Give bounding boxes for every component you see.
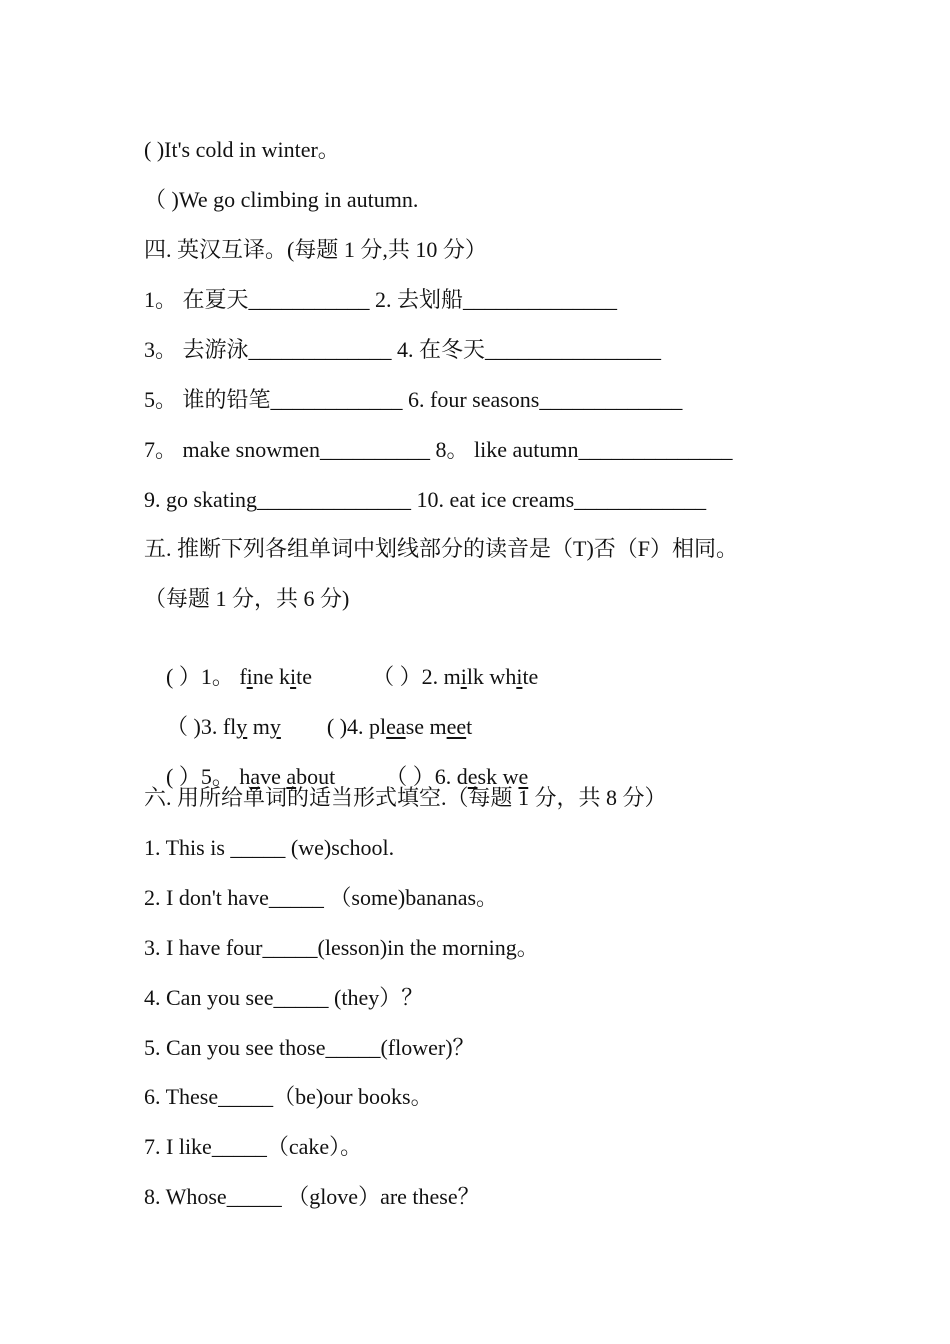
translation-row: 9. go skating______________ 10. eat ice creams____________ [144, 487, 707, 512]
translation-row: 1。 在夏天___________ 2. 去划船______________ [144, 287, 618, 312]
phonics-text: ne k [252, 664, 291, 689]
phonics-text: se m [405, 714, 447, 739]
underlined-letters: e [518, 764, 529, 789]
phonics-text: te [296, 664, 313, 689]
phonics-text: （ )3. fl [166, 714, 237, 739]
underlined-letters: i [246, 664, 253, 689]
phonics-text: bout [296, 764, 336, 789]
section-four-heading: 四. 英汉互译。(每题 1 分,共 10 分） [144, 237, 487, 262]
phonics-text: lk wh [466, 664, 517, 689]
phonics-text: ( ）1。 f [166, 664, 247, 689]
underlined-letters: i [290, 664, 297, 689]
phonics-text: sk w [477, 764, 519, 789]
phonics-text: m [247, 714, 270, 739]
phonics-text: t [466, 714, 473, 739]
section-five-scoring: （每题 1 分，共 6 分) [144, 586, 350, 611]
underlined-letters: i [516, 664, 523, 689]
true-false-item: ( )It's cold in winter。 [144, 137, 340, 162]
underlined-letters: a [250, 764, 261, 789]
phonics-text: ( )4. pl [326, 714, 387, 739]
fill-blank-item: 7. I like_____（cake）。 [144, 1134, 363, 1159]
underlined-letters: ea [386, 714, 406, 739]
underlined-letters: i [460, 664, 467, 689]
translation-row: 7。 make snowmen__________ 8。 like autumn______________ [144, 437, 733, 462]
phonics-text: ve [260, 764, 287, 789]
fill-blank-item: 4. Can you see_____ (they）？ [144, 985, 424, 1010]
underlined-letters: y [269, 714, 281, 739]
underlined-letters: a [286, 764, 297, 789]
phonics-text: ( ）5。 h [166, 764, 251, 789]
fill-blank-item: 6. These_____（be)our books。 [144, 1084, 433, 1109]
section-six-heading: 六. 用所给单词的适当形式填空.（每题 1 分，共 8 分） [144, 785, 667, 810]
underlined-letters: e [467, 764, 478, 789]
phonics-text: te [522, 664, 539, 689]
underlined-letters: y [236, 714, 248, 739]
fill-blank-item: 5. Can you see those_____(flower)？ [144, 1035, 475, 1060]
fill-blank-item: 8. Whose_____ （glove）are these？ [144, 1184, 480, 1209]
underlined-letters: ee [446, 714, 467, 739]
translation-row: 3。 去游泳_____________ 4. 在冬天________________ [144, 337, 662, 362]
phonics-text: （ ）2. m [372, 664, 461, 689]
phonics-text: （ ）6. d [385, 764, 468, 789]
fill-blank-item: 3. I have four_____(lesson)in the morning。 [144, 935, 539, 960]
section-five-heading: 五. 推断下列各组单词中划线部分的读音是（T)否（F）相同。 [144, 536, 739, 561]
fill-blank-item: 1. This is _____ (we)school. [144, 835, 395, 860]
fill-blank-item: 2. I don't have_____ （some)bananas。 [144, 885, 499, 910]
true-false-item: （ )We go climbing in autumn. [144, 187, 419, 212]
translation-row: 5。 谁的铅笔____________ 6. four seasons_____________ [144, 387, 683, 412]
